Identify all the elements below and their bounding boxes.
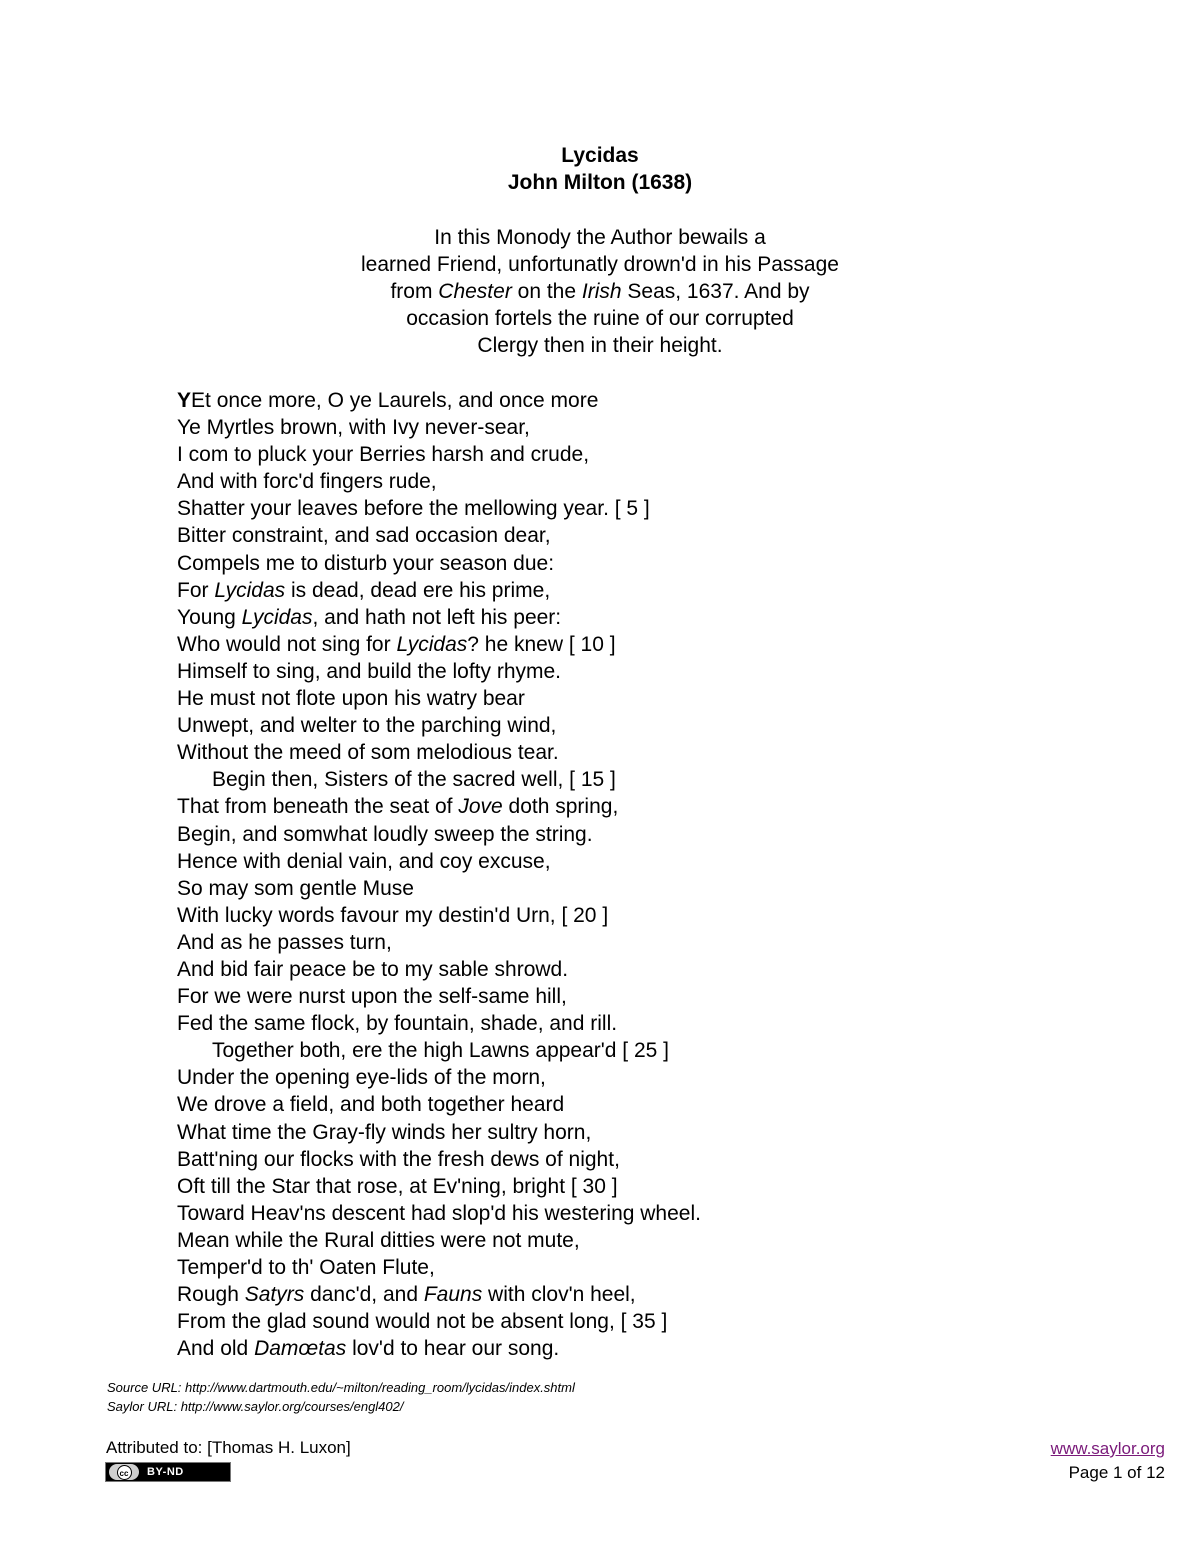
page-number: Page 1 of 12 — [1068, 1463, 1165, 1482]
poem-line — [177, 631, 1077, 658]
text-segment: I com to pluck your Berries harsh and crude, — [177, 443, 590, 467]
text-segment: Et once more, O ye Laurels, and once more — [191, 389, 599, 412]
poem-title: Lycidas — [561, 144, 639, 167]
italic-name: Fauns — [423, 1283, 483, 1307]
intro-line — [0, 278, 1200, 305]
poem-line — [177, 1227, 1077, 1254]
cc-logo-icon — [109, 1464, 139, 1480]
text-segment: Shatter your leaves before the mellowing year. [ 5 ] — [177, 497, 650, 521]
text-segment: So may som gentle Muse — [177, 876, 414, 900]
text-segment: is dead, dead ere his prime, — [285, 578, 551, 602]
poem-line — [177, 685, 1077, 712]
italic-name: Lycidas — [241, 605, 313, 629]
text-segment: lov'd to hear our song. — [346, 1337, 560, 1361]
poem-line — [177, 848, 1077, 875]
text-segment: Oft till the Star that rose, at Ev'ning, bright [ 30 ] — [177, 1174, 618, 1198]
text-segment: Seas, 1637. And by — [621, 280, 810, 303]
text-segment: For — [177, 578, 215, 602]
italic-name: Irish — [581, 280, 622, 303]
poem-line — [177, 658, 1077, 685]
text-segment: Young — [177, 605, 242, 629]
attribution: Attributed to: [Thomas H. Luxon] — [106, 1438, 351, 1457]
poem-line — [177, 468, 1077, 495]
text-segment: From the glad sound would not be absent long, [ 35 ] — [177, 1310, 668, 1334]
text-segment: Batt'ning our flocks with the fresh dews of night, — [177, 1147, 620, 1171]
document-title-block — [0, 142, 1200, 196]
text-segment: Temper'd to th' Oaten Flute, — [177, 1256, 435, 1279]
text-segment: ? he knew [ 10 ] — [467, 632, 616, 656]
text-segment: Begin, and somwhat loudly sweep the string. — [177, 822, 593, 846]
text-segment: occasion fortels the ruine of our corrupted — [406, 307, 794, 330]
poem-line — [177, 902, 1077, 929]
text-segment: And old — [177, 1337, 255, 1361]
poem-body — [177, 387, 1077, 1362]
source-url: Source URL: http://www.dartmouth.edu/~milton/reading_room/lycidas/index.shtml — [107, 1380, 575, 1395]
italic-name: Satyrs — [244, 1283, 305, 1307]
poem-author: John Milton (1638) — [507, 171, 693, 194]
footer-right — [1051, 1437, 1165, 1485]
text-segment: Compels me to disturb your season due: — [177, 551, 555, 575]
cc-license-badge[interactable] — [105, 1462, 231, 1482]
drop-cap: Y — [177, 389, 192, 412]
text-segment: Ye Myrtles brown, with Ivy never-sear, — [177, 416, 530, 440]
saylor-url: Saylor URL: http://www.saylor.org/courses/engl402/ — [107, 1399, 404, 1414]
text-segment: Fed the same flock, by fountain, shade, and rill. — [177, 1012, 618, 1036]
italic-name: Damœtas — [254, 1337, 347, 1361]
italic-name: Lycidas — [214, 578, 286, 602]
text-segment: , and hath not left his peer: — [312, 605, 562, 629]
text-segment: Hence with denial vain, and coy excuse, — [177, 849, 551, 873]
text-segment: For we were nurst upon the self-same hill, — [177, 985, 567, 1009]
poem-line — [177, 1173, 1077, 1200]
text-segment: learned Friend, unfortunatly drown'd in his Passage — [361, 253, 839, 276]
intro-line — [0, 332, 1200, 359]
poem-line — [177, 1119, 1077, 1146]
text-segment: Unwept, and welter to the parching wind, — [177, 714, 557, 738]
text-segment: doth spring, — [502, 795, 619, 819]
text-segment: Begin then, Sisters of the sacred well, [ 15 ] — [212, 768, 616, 792]
text-segment: Bitter constraint, and sad occasion dear, — [177, 524, 551, 548]
text-segment: Rough — [177, 1283, 245, 1307]
poem-line — [177, 956, 1077, 983]
text-segment: And bid fair peace be to my sable shrowd. — [177, 957, 569, 981]
text-segment: He must not flote upon his watry bear — [177, 687, 525, 711]
text-segment: Toward Heav'ns descent had slop'd his westering wheel. — [177, 1201, 701, 1225]
poem-line — [177, 1146, 1077, 1173]
license-label: BY-ND — [147, 1466, 184, 1478]
poem-line — [177, 712, 1077, 739]
text-segment: with clov'n heel, — [482, 1283, 636, 1307]
text-segment: With lucky words favour my destin'd Urn, [ 20 ] — [177, 903, 609, 927]
poem-line — [177, 1091, 1077, 1118]
poem-line — [177, 550, 1077, 577]
poem-line — [177, 522, 1077, 549]
intro-note — [0, 224, 1200, 359]
intro-line — [0, 224, 1200, 251]
text-segment: And with forc'd fingers rude, — [177, 470, 437, 494]
poem-line — [177, 1281, 1077, 1308]
poem-line — [177, 766, 1077, 793]
text-segment: What time the Gray-fly winds her sultry horn, — [177, 1120, 592, 1144]
poem-line — [177, 495, 1077, 522]
poem-line — [177, 929, 1077, 956]
poem-line — [177, 875, 1077, 902]
poem-line — [177, 387, 1077, 414]
poem-line — [177, 1037, 1077, 1064]
poem-line — [177, 577, 1077, 604]
italic-name: Jove — [458, 795, 503, 819]
poem-line — [177, 1200, 1077, 1227]
text-segment: That from beneath the seat of — [177, 795, 459, 819]
intro-line — [0, 305, 1200, 332]
poem-line — [177, 604, 1077, 631]
text-segment: Without the meed of som melodious tear. — [177, 741, 559, 765]
intro-line — [0, 251, 1200, 278]
poem-line — [177, 739, 1077, 766]
text-segment: Clergy then in their height. — [477, 334, 723, 357]
text-segment: In this Monody the Author bewails a — [434, 226, 766, 249]
poem-line — [177, 441, 1077, 468]
text-segment: on the — [511, 280, 582, 303]
poem-line — [177, 983, 1077, 1010]
poem-line — [177, 1254, 1077, 1281]
text-segment: Mean while the Rural ditties were not mute, — [177, 1228, 580, 1252]
cc-logo-text: cc — [117, 1465, 132, 1480]
poem-line — [177, 1335, 1077, 1362]
text-segment: And as he passes turn, — [177, 930, 392, 954]
poem-line — [177, 1308, 1077, 1335]
poem-line — [177, 1010, 1077, 1037]
poem-line — [177, 793, 1077, 820]
poem-line — [177, 1064, 1077, 1091]
text-segment: danc'd, and — [304, 1283, 424, 1307]
italic-name: Chester — [438, 280, 512, 303]
text-segment: We drove a field, and both together heard — [177, 1093, 565, 1117]
text-segment: from — [390, 280, 439, 303]
poem-line — [177, 414, 1077, 441]
italic-name: Lycidas — [396, 632, 468, 656]
text-segment: Together both, ere the high Lawns appear'd [ 25 ] — [212, 1039, 669, 1063]
text-segment: Who would not sing for — [177, 632, 397, 656]
saylor-link[interactable]: www.saylor.org — [1050, 1439, 1165, 1458]
poem-line — [177, 821, 1077, 848]
text-segment: Himself to sing, and build the lofty rhyme. — [177, 659, 562, 683]
text-segment: Under the opening eye-lids of the morn, — [177, 1066, 546, 1090]
